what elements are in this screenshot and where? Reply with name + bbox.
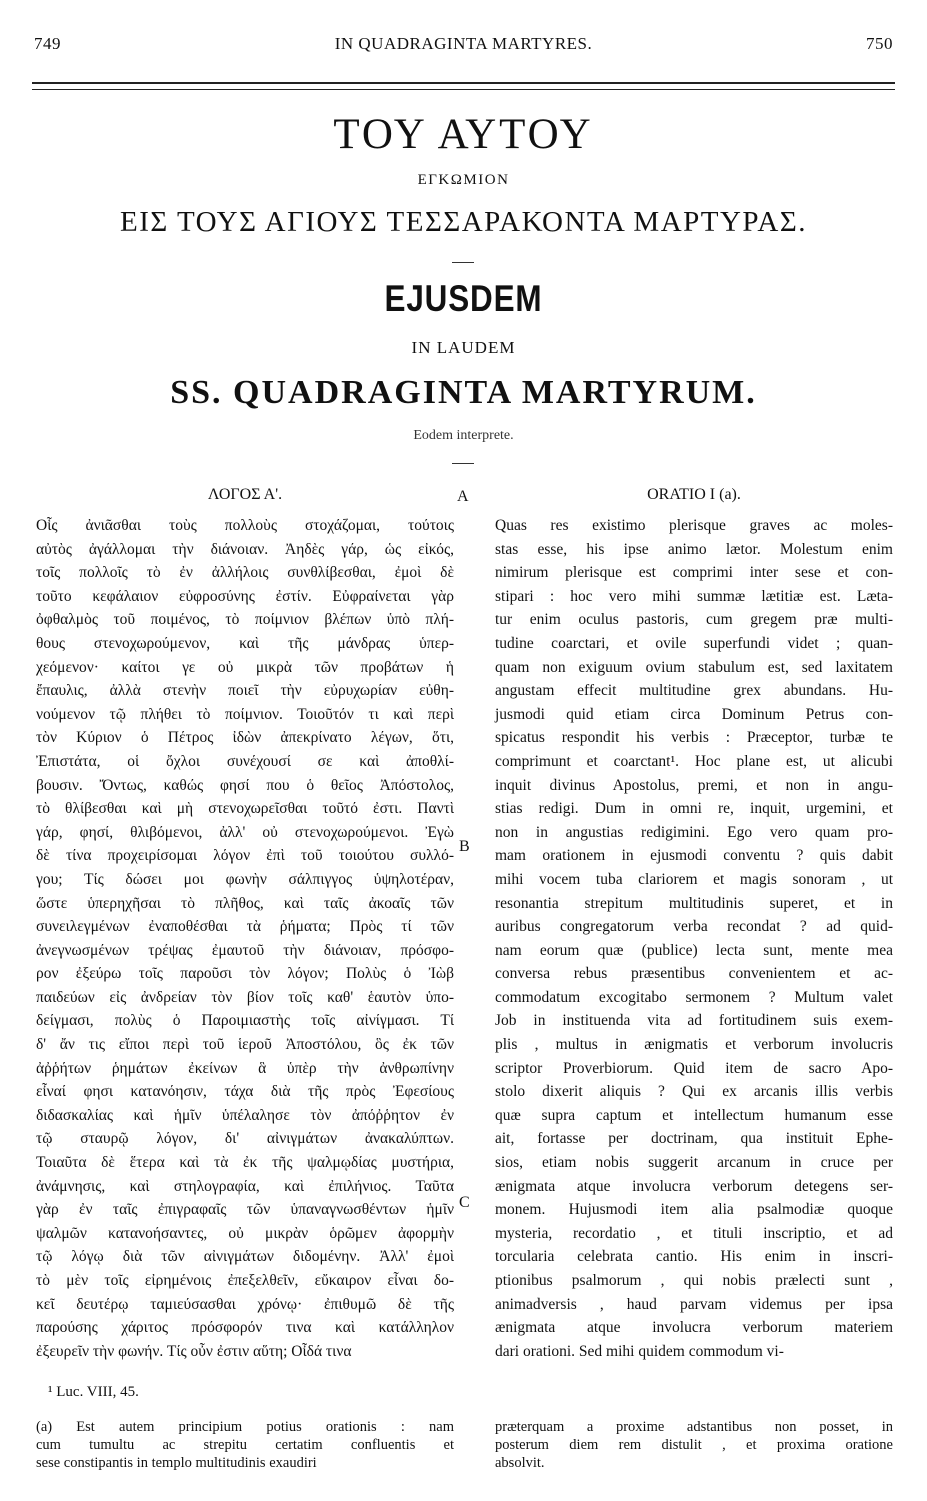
text-line: animadversis , haud parvam videmus per ipsa [495, 1295, 893, 1313]
text-line: (a) Est autem principium potius orationis : nam [36, 1419, 454, 1435]
text-line: ait, fortasse per doctrinam, qua instituit Ephe- [495, 1130, 893, 1148]
text-line: conversa rebus præsentibus convenientem et ac- [495, 965, 893, 983]
greek-column-heading: ΛΟΓΟΣ Α'. [207, 486, 283, 503]
text-line: τῷ σταυρῷ λόγον, δι' αἰνιγμάτων ἀνακαλύπτων. [36, 1130, 454, 1148]
latin-subtitle: IN LAUDEM [411, 338, 516, 357]
text-line: monem. Hujusmodi item alia psalmodiæ quoque [495, 1201, 893, 1219]
text-line: mysteria, recordatio , et tituli inscriptio, et ad [495, 1224, 893, 1242]
text-line: præterquam a proxime adstantibus non posset, in [495, 1419, 893, 1435]
text-line: dari orationi. Sed mihi quidem commodum vi- [495, 1342, 784, 1360]
greek-heading-line: ΕΙΣ ΤΟΥΣ ΑΓΙΟΥΣ ΤΕΣΣΑΡΑΚΟΝΤΑ ΜΑΡΤΥΡΑΣ. [119, 206, 807, 238]
title-separator [452, 262, 474, 263]
text-line: resonantia strepitum multitudinis superet, et in [495, 894, 893, 912]
running-head [34, 34, 893, 56]
text-line: absolvit. [495, 1455, 545, 1471]
text-line: auribus congregatorum verba recondat ? ad quid- [495, 918, 893, 936]
text-line: tudine coarctari, et ovile superfundi videt ; quan- [495, 634, 893, 652]
text-line: mihi vocem tuba clariorem et magis sonoram , ut [495, 870, 893, 888]
margin-marker-b: B [459, 838, 470, 855]
text-line: Οἷς ἀνιᾶσθαι τοὺς πολλοὺς στοχάζομαι, τούτοις [36, 517, 454, 534]
greek-subtitle: ΕΓΚΩΜΙΟΝ [417, 172, 510, 188]
text-line: quam non exiguum ovium stabulum est, sed laxitatem [495, 658, 893, 676]
text-line: γου; Τίς δώσει μοι φωνὴν σάλπιγγος ὑψηλοτέραν, [36, 870, 454, 888]
text-line: nimirum plerisque est comprimi inter sese et con- [495, 564, 893, 582]
text-line: τοῦτο κεφάλαιον εὐφροσύνης ἐστίν. Εὐφραίνεται γὰρ [36, 587, 454, 605]
text-line: γάρ, φησί, θλιβόμενοι, ἀλλ' οὐ στενοχωρούμενοι. Ἐγὼ [36, 823, 454, 841]
text-line: αὐτὸς ἀγάλλομαι τὴν διάνοιαν. Ἀηδὲς γάρ, ὡς εἰκός, [36, 540, 454, 558]
text-line: scriptor Proverbiorum. Quid item de sacro Apo- [495, 1059, 893, 1077]
greek-title: ΤΟΥ ΑΥΤΟΥ [333, 111, 594, 158]
page-number-right: 750 [866, 34, 893, 53]
text-line: θους στενοχωρούμενον, καὶ τῆς μάνδρας ὑπερ- [36, 634, 454, 652]
text-line: νούμενον τῷ πλήθει τὸ ποίμνιον. Τοιοῦτόν τι καὶ περὶ [36, 705, 454, 723]
text-line: κεῖ δευτέρῳ ταμιεύσασθαι χρόνῳ· ἐπιθυμῶ δὲ τῆς [36, 1295, 454, 1313]
text-line: συνειλεγμένων ἐναποθέσθαι τὰ ῥήματα; Πρὸς τί τῶν [36, 918, 454, 936]
text-line: τῷ λόγῳ διὰ τῶν αἰνιγμάτων διδομένην. Ἀλλ' ἐμοὶ [36, 1248, 454, 1266]
page-number-left: 749 [34, 34, 61, 53]
latin-title: EJUSDEM [384, 278, 543, 319]
text-line: ænigmata atque involucra verborum detegens ser- [495, 1177, 893, 1195]
text-line: tur enim oculus pastoris, cum gregem præ multi- [495, 611, 893, 629]
section-separator [452, 463, 474, 464]
latin-heading-line: SS. QUADRAGINTA MARTYRUM. [170, 374, 757, 411]
text-line: ὥστε ὑπερηχῆσαι τὸ πλῆθος, καὶ ταῖς ἀκοαῖς τῶν [36, 894, 454, 912]
text-line: comprimunt et coarctant¹. Hoc plane est, ut alicubi [495, 752, 893, 770]
margin-marker-a: A [457, 488, 469, 505]
text-line: Ἐπιστάτα, οἱ ὄχλοι συνέχουσί σε καὶ ἀποθλί- [36, 752, 454, 770]
text-line: commodatum excogitabo sermonem ? Multum valet [495, 988, 893, 1006]
text-line: Τοιαῦτα δὲ ἕτερα καὶ τὰ ἐκ τῆς ψαλμῳδίας μυστήρια, [36, 1154, 454, 1172]
text-line: stias redigi. Dum in omni re, inquit, urgemini, et [495, 800, 893, 818]
text-line: sese constipantis in templo multitudinis exaudiri [36, 1455, 317, 1471]
text-line: ἀῤῥήτων ῥημάτων ἐκείνων ἃ ὑπὲρ τὴν ἀνθρωπίνην [36, 1059, 454, 1077]
text-line: nam eorum quæ (publice) lecta sunt, mente mea [495, 941, 893, 959]
text-line: ænigmata atque involucra verborum materiem [495, 1319, 893, 1337]
text-line: cum tumultu ac strepitu certatim confluentis et [36, 1437, 454, 1453]
greek-text-column [36, 514, 454, 1363]
text-line: δ' ἄν τις εἴποι περὶ τοῦ ἱεροῦ Ἀποστόλου, ὃς ἐκ τῶν [36, 1036, 454, 1054]
text-line: ptionibus psalmorum , qui nobis prælecti sunt , [495, 1272, 893, 1289]
text-line: δείγμασι, πολὺς ὁ Παροιμιαστὴς τοῖς αἰνίγμασι. Τί [36, 1012, 454, 1030]
text-line: ἀνεγνωσμένων τρέψας ἐμαυτοῦ τὴν διάνοιαν, πρόσφο- [36, 941, 454, 959]
footnote-right [495, 1418, 893, 1472]
text-line: torcularia celebrata cantio. His enim in inscri- [495, 1248, 893, 1266]
header-rule [32, 82, 895, 90]
text-line: quæ supra captum et intellectum humanum esse [495, 1106, 893, 1124]
text-line: δὲ τίνα προχειρίσομαι λόγον ἐπὶ τοῦ τοιούτου συλλό- [36, 847, 454, 865]
latin-text-column [495, 514, 893, 1363]
interpreter-note: Eodem interprete. [413, 428, 514, 443]
text-line: plis , multus in ænigmatis et verborum involucris [495, 1036, 893, 1054]
text-line: ἔπαυλις, ἀλλὰ στενὴν ποιεῖ τὴν εὐρυχωρίαν εὐθη- [36, 682, 454, 700]
latin-column-heading: ORATIO I (a). [647, 486, 741, 503]
text-line: stolo dixerit aliquis ? Qui ex arcanis illis verbis [495, 1083, 893, 1101]
text-line: παρούσης χάριτος πρόσφορόν τινα καὶ κατάλληλον [36, 1319, 454, 1337]
text-line: sios, etiam nobis suggerit arcanum in cruce per [495, 1154, 893, 1172]
text-line: εἶναί φησι κατανόησιν, τάχα διὰ τῆς πρὸς Ἐφεσίους [36, 1083, 454, 1101]
text-line: stas esse, his ipse animo lætor. Molestum enim [495, 540, 893, 558]
text-line: γὰρ ἐν ταῖς ἐπιγραφαῖς τῶν ὑπαναγνωσθέντων ἡμῖν [36, 1201, 454, 1219]
text-line: angustam effecit multitudine grex abundans. Hu- [495, 682, 893, 700]
text-line: ψαλμῶν κατανοήσαντες, οὐ μικρὰν ὁρῶμεν ἀφορμὴν [36, 1224, 454, 1242]
text-line: Quas res existimo plerisque graves ac moles- [495, 517, 893, 534]
text-line: διδασκαλίας καὶ ἡμῖν ὑπέλαλησε τὸν ἀπόῤῥητον ἐν [36, 1106, 454, 1124]
text-line: τὸ θλίβεσθαι καὶ μὴ στενοχωρεῖσθαι τοῦτό ἐστι. Παντὶ [36, 800, 454, 818]
text-line: τοῖς πολλοῖς τὸ ἐν ἀλλήλοις συνθλίβεσθαι, ἐμοὶ δὲ [36, 564, 454, 582]
text-line: τὸ μὲν τοῖς εἰρημένοις ἐπεξελθεῖν, εὔκαιρον εἶναι δο- [36, 1272, 454, 1289]
text-line: βουσιν. Ὄντως, καθώς φησί που ὁ θεῖος Ἀπόστολος, [36, 776, 454, 794]
text-line: Job in instituenda vita ad fortitudinem suis exem- [495, 1012, 893, 1030]
text-line: non in angustias redigimini. Ego vero quam pro- [495, 823, 893, 841]
text-line: inquit divinus Apostolus, premi, et non in angu- [495, 776, 893, 794]
text-line: χεόμενον· καίτοι γε οὐ μικρὰ τῶν προβάτων ἡ [36, 658, 454, 676]
text-line: jusmodi quid etiam circa Dominum Petrus con- [495, 705, 893, 723]
footnote-left [36, 1418, 454, 1472]
text-line: ἀνάμνησις, καὶ στηλογραφία, καὶ ἐπιλήνιος. Ταῦτα [36, 1177, 454, 1195]
margin-marker-c: C [459, 1194, 470, 1211]
text-line: τὸν Κύριον ὁ Πέτρος ἰδὼν ἀπεκρίνατο λέγων, ὅτι, [36, 729, 454, 747]
text-line: stipari : hoc vero mihi summæ lætitiæ est. Læta- [495, 587, 893, 605]
text-line: spicatus respondit his verbis : Præceptor, turbæ te [495, 729, 893, 747]
text-line: ἐξευρεῖν τὴν φωνήν. Τίς οὖν ἐστιν αὕτη; Οἶδά τινα [36, 1342, 352, 1360]
text-line: mam orationem in ejusmodi conventu ? quis dabit [495, 847, 893, 865]
text-line: ὀφθαλμὸς τοῦ ποιμένος, τὸ ποίμνιον βλέπων ὑπὸ πλή- [36, 611, 454, 629]
running-title: IN QUADRAGINTA MARTYRES. [334, 34, 593, 53]
text-line: ρον ἐξεύρω τοῖς παροῦσι τὸν λόγον; Πολὺς ὁ Ἰὼβ [36, 965, 454, 983]
text-line: παιδεύων εἰς ἀνδρείαν τὸν βίον τοῖς καθ' ἑαυτὸν ὑπο- [36, 988, 454, 1006]
footnote-reference: ¹ Luc. VIII, 45. [48, 1384, 139, 1400]
text-line: posterum diem rem distulit , et proxima oratione [495, 1437, 893, 1453]
